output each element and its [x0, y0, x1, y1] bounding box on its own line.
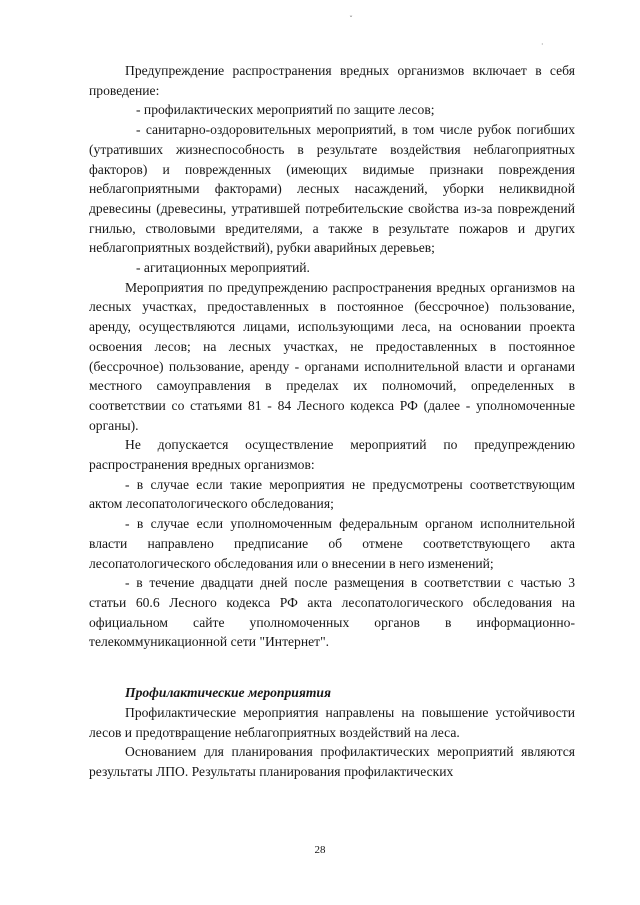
paragraph: Мероприятия по предупреждению распространения вредных организмов на лесных участках, предоставленных в постоянное (бессрочное) пользование, аренду, осуществляются лицами, использующими леса, на основании проекта освоения лесов; на лесных участках, не предоставленных в постоянное (бессрочное) пользование, аренду - органами исполнительной власти и органами местного самоуправления в пределах их полномочий, определенных в соответствии со статьями 81 - 84 Лесного кодекса РФ (далее - уполномоченные органы).	[89, 279, 575, 433]
scan-speck: ˇ	[349, 15, 353, 24]
paragraph: Профилактические мероприятия направлены на повышение устойчивости лесов и предотвращение неблагоприятных воздействий на леса.	[89, 704, 575, 740]
paragraph: Не допускается осуществление мероприятий по предупреждению распространения вредных организмов:	[89, 437, 575, 473]
list-item: - в случае если уполномоченным федеральным органом исполнительной власти направлено предписание об отмене соответствующего акта лесопатологического обследования или о внесении в него изменений;	[89, 516, 575, 571]
spacer	[89, 652, 575, 671]
list-item: - профилактических мероприятий по защите лесов;	[136, 102, 435, 118]
list-item: - санитарно-оздоровительных мероприятий, в том числе рубок погибших (утративших жизнеспособность в результате воздействия неблагоприятных факторов) и поврежденных (имеющих видимые признаки повреждения неблагоприятными факторами) лесных насаждений, уборки неликвидной древесины (древесины, утратившей потребительские свойства из-за повреждений гнилью, стволовыми вредителями, а также в результате пожаров и других неблагоприятных воздействий), рубки аварийных деревьев;	[89, 122, 575, 256]
document-page	[89, 61, 575, 782]
list-item: - агитационных мероприятий.	[136, 260, 310, 276]
paragraph: Предупреждение распространения вредных организмов включает в себя проведение:	[89, 63, 575, 98]
section-heading: Профилактические мероприятия	[125, 685, 331, 701]
list-item: - в течение двадцати дней после размещения в соответствии с частью 3 статьи 60.6 Лесного кодекса РФ акта лесопатологического обследования на официальном сайте уполномоченных органов в информационно-телекоммуникационной сети "Интернет".	[89, 575, 575, 650]
page-number: 28	[314, 844, 326, 856]
scan-speck: ·	[541, 40, 544, 49]
paragraph: Основанием для планирования профилактических мероприятий являются результаты ЛПО. Результаты планирования профилактических	[89, 744, 575, 779]
list-item: - в случае если такие мероприятия не предусмотрены соответствующим актом лесопатологического обследования;	[89, 476, 575, 512]
